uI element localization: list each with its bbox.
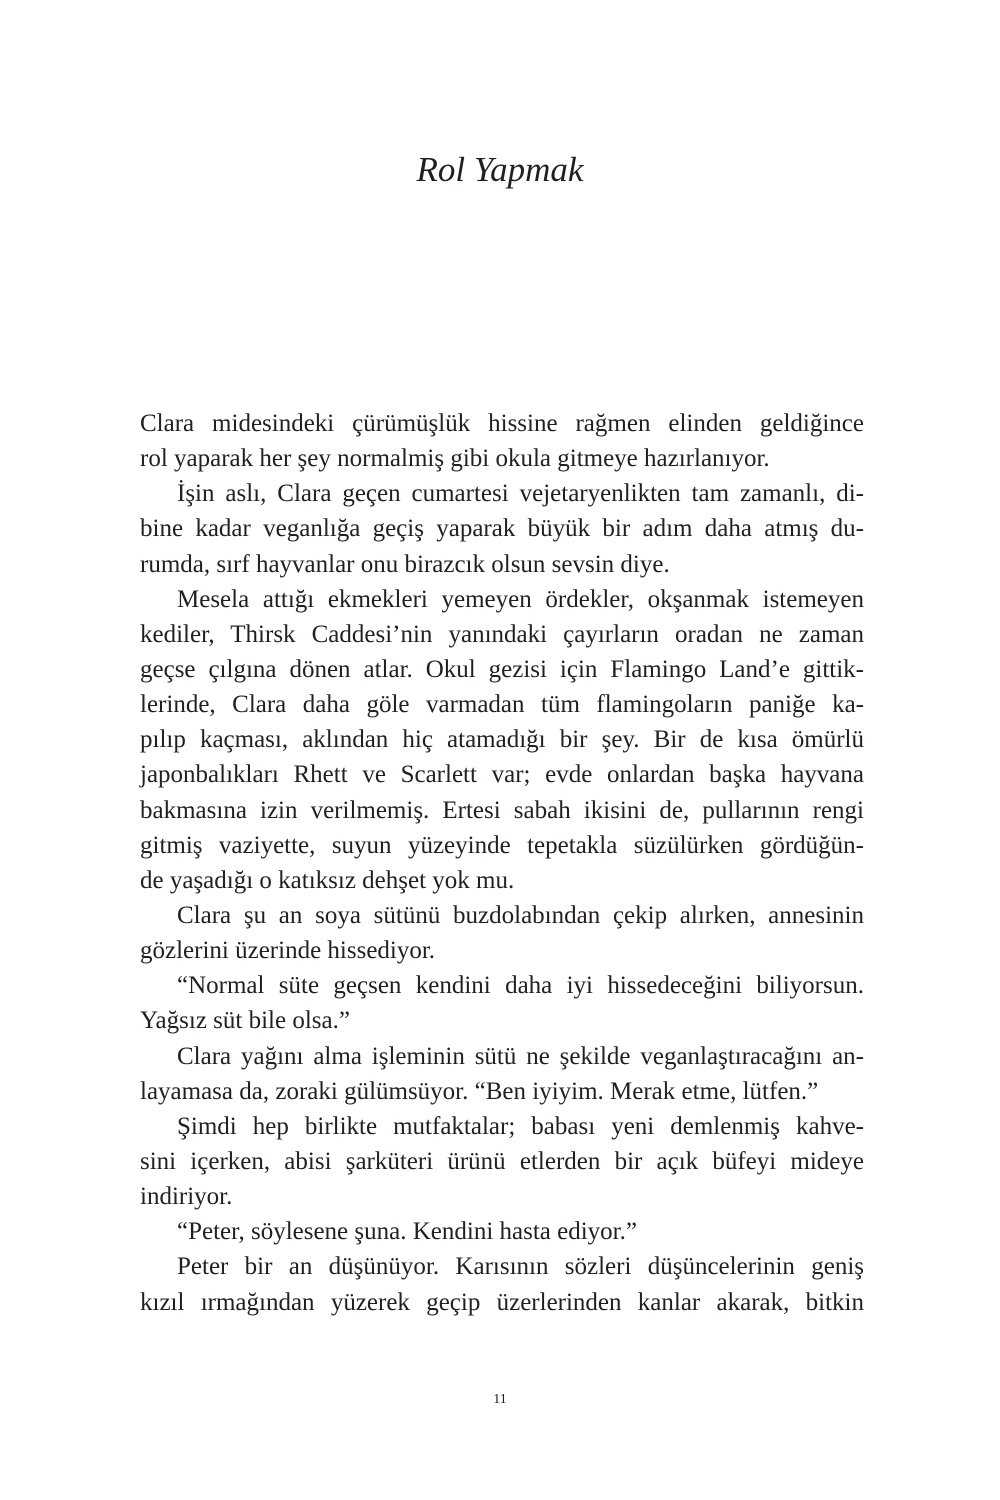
text-line: “Normal süte geçsen kendini daha iyi hissedeceğini biliyorsun. bbox=[177, 972, 864, 1000]
text-line: rumda, sırf hayvanlar onu birazcık olsun sevsin diye. bbox=[140, 550, 670, 578]
text-line: bine kadar veganlığa geçiş yaparak büyük bir adım daha atmış du- bbox=[140, 515, 864, 543]
text-line: sini içerken, abisi şarküteri ürünü etlerden bir açık büfeyi mideye bbox=[140, 1147, 864, 1175]
text-line: Clara şu an soya sütünü buzdolabından çekip alırken, annesinin bbox=[177, 901, 864, 929]
text-line: Peter bir an düşünüyor. Karısının sözleri düşüncelerinin geniş bbox=[177, 1253, 864, 1281]
text-line: rol yaparak her şey normalmiş gibi okula gitmeye hazırlanıyor. bbox=[140, 445, 770, 473]
text-line: Clara midesindeki çürümüşlük hissine rağmen elinden geldiğince bbox=[140, 410, 864, 437]
text-line: “Peter, söylesene şuna. Kendini hasta ediyor.” bbox=[177, 1218, 637, 1246]
text-line: Mesela attığı ekmekleri yemeyen ördekler, okşanmak istemeyen bbox=[177, 585, 864, 613]
text-line: Şimdi hep birlikte mutfaktalar; babası yeni demlenmiş kahve- bbox=[177, 1112, 864, 1140]
text-line: Yağsız süt bile olsa.” bbox=[140, 1007, 350, 1035]
text-line: gitmiş vaziyette, suyun yüzeyinde tepetakla süzülürken gördüğün- bbox=[140, 831, 864, 859]
text-line: de yaşadığı o katıksız dehşet yok mu. bbox=[140, 866, 515, 894]
text-line: layamasa da, zoraki gülümsüyor. “Ben iyiyim. Merak etme, lütfen.” bbox=[140, 1077, 819, 1105]
text-line: lerinde, Clara daha göle varmadan tüm flamingoların paniğe ka- bbox=[140, 691, 864, 719]
text-line: İşin aslı, Clara geçen cumartesi vejetaryenlikten tam zamanlı, di- bbox=[177, 480, 864, 508]
page-number: 11 bbox=[493, 1392, 507, 1407]
text-line: kızıl ırmağından yüzerek geçip üzerlerinden kanlar akarak, bitkin bbox=[140, 1288, 864, 1316]
text-line: bakmasına izin verilmemiş. Ertesi sabah ikisini de, pullarının rengi bbox=[140, 796, 864, 824]
text-line: indiriyor. bbox=[140, 1183, 233, 1211]
text-line: Clara yağını alma işleminin sütü ne şekilde veganlaştıracağını an- bbox=[177, 1042, 864, 1070]
chapter-title: Rol Yapmak bbox=[416, 150, 584, 189]
text-line: japonbalıkları Rhett ve Scarlett var; evde onlardan başka hayvana bbox=[140, 761, 864, 789]
text-line: pılıp kaçması, aklından hiç atamadığı bir şey. Bir de kısa ömürlü bbox=[140, 726, 864, 754]
body-text bbox=[140, 406, 864, 1320]
text-line: gözlerini üzerinde hissediyor. bbox=[140, 937, 436, 965]
text-line: kediler, Thirsk Caddesi’nin yanındaki çayırların oradan ne zaman bbox=[140, 620, 864, 648]
text-line: geçse çılgına dönen atlar. Okul gezisi için Flamingo Land’e gittik- bbox=[140, 655, 864, 683]
